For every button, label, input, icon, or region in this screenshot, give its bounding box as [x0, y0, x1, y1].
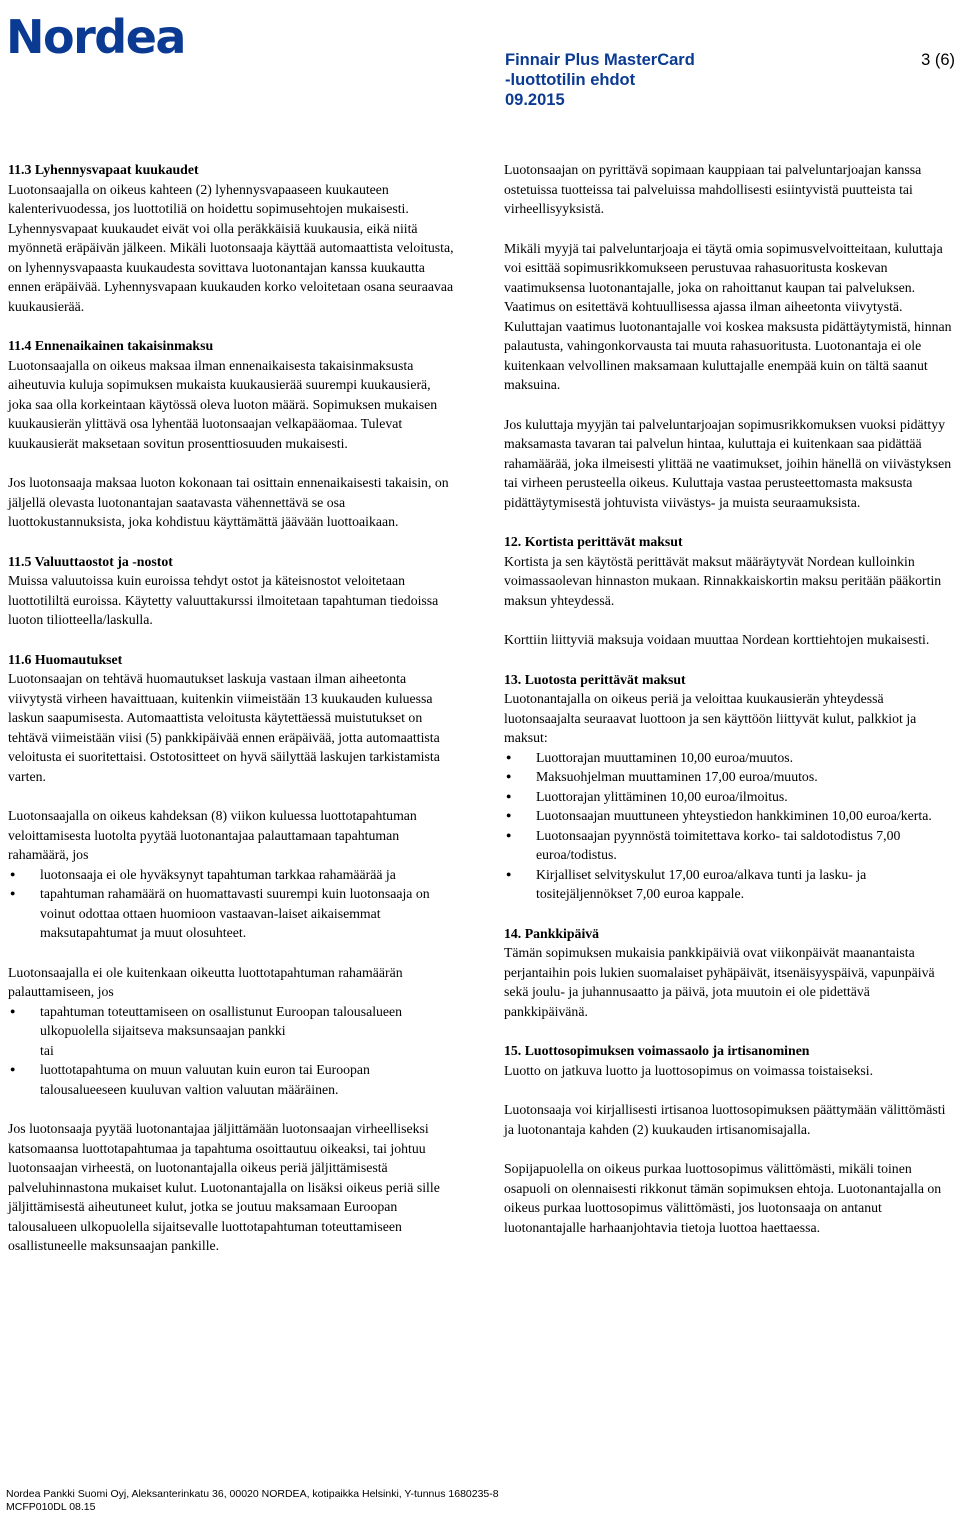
list-item: ● tapahtuman toteuttamiseen on osallistunut Euroopan talousalueen ulkopuolella sijaitseva maksunsaajan pankki — [8, 1002, 456, 1041]
paragraph: Luotonsaajalla ei ole kuitenkaan oikeutta luottotapahtuman rahamäärän palauttamiseen, jos — [8, 964, 403, 999]
footer-address: Nordea Pankki Suomi Oyj, Aleksanterinkatu 36, 00020 NORDEA, kotipaikka Helsinki, Y-tunnus 1680235-8 — [6, 1488, 499, 1500]
list-item: ● Luottorajan muuttaminen 10,00 euroa/muutos. — [504, 748, 954, 768]
paragraph: Luotonantajalla on oikeus periä ja veloittaa kuukausierän yhteydessä luotonsaajalta seuraavat luottoon ja sen käyttöön liittyvät kulut, palkkiot ja maksut: — [504, 691, 917, 745]
list-item: ● Luotonsaajan pyynnöstä toimitettava korko- tai saldotodistus 7,00 euroa/todistus. — [504, 826, 954, 865]
section-12 — [504, 532, 954, 650]
paragraph: Jos luotonsaaja maksaa luoton kokonaan tai osittain ennenaikaisesti takaisin, on jäljellä olevasta luotonantajan saatavasta vähennettävä se osa luottokustannuksista, joka kohdistuu käyttämättä jäävään luottoaikaan. — [8, 475, 449, 529]
section-heading: 11.3 Lyhennysvapaat kuukaudet — [8, 162, 199, 177]
paragraph: Luotonsaaja voi kirjallisesti irtisanoa luottosopimuksen päättymään välittömästi ja luotonantaja kahden (2) kuukauden irtisanomisajalla. — [504, 1102, 946, 1137]
paragraph: Jos luotonsaaja pyytää luotonantajaa jäljittämään luotonsaajan virheelliseksi katsomaansa luottotapahtumaa ja tapahtuma osoittautuu oikeaksi, tai johtuu luotonsaajan virheestä, on luotonantajalla oikeus periä jäljittämisestä palveluhinnastona mukaiset kulut. Luotonantajalla on lisäksi oikeus periä sille jäljittämisestä aiheutuneet kulut, jotka se joutuu maksamaan Euroopan talousalueen ulkopuolella sijaitsevalle luottotapahtuman toteuttamiseen osallistuneelle maksunsaajan pankille. — [8, 1121, 440, 1253]
document-subtitle: -luottotilin ehdot — [505, 71, 636, 89]
paragraph: Mikäli myyjä tai palveluntarjoaja ei täytä omia sopimusvelvoitteitaan, kuluttaja voi esittää sopimusrikkomukseen perustuvaa rahasuoritusta koskevan vaatimuksensa luotonantajalle, joka on rahoittanut kaupan tai palveluksen. Vaatimus on esitettävä kohtuullisessa ajassa ilman aiheetonta viivytystä. Kuluttajan vaatimus luotonantajalle voi koskea maksusta pidättäytymistä, hinnan palautusta, vahingonkorvausta tai muuta rahasuoritusta. Luotonantaja ei ole kuitenkaan velvollinen maksamaan kuluttajalle enempää kuin on tältä saanut maksuina. — [504, 240, 952, 392]
section-15 — [504, 1041, 954, 1237]
section-heading: 12. Kortista perittävät maksut — [504, 534, 683, 549]
paragraph: Luotonsaajalla on oikeus maksaa ilman ennenaikaisesta takaisinmaksusta aiheutuvia kuluja sopimuksen mukaista kuukausierää suurempi kuukausierä, joka saa olla korkeintaan käytössä oleva luoton määrä. Sopimuksen mukaisen kuukausierän ylittävä osa lyhentää luotonsaajan velkapääomaa. Tulevat kuukausierät maksetaan sovitun prosenttiosuuden mukaisesti. — [8, 357, 438, 451]
section-14 — [504, 924, 954, 1022]
list-item-connector — [8, 1041, 456, 1061]
paragraph: Jos kuluttaja myyjän tai palveluntarjoajan sopimusrikkomuksen vuoksi pidättyy maksamasta tavaran tai palvelun hintaa, kuluttaja ei kuitenkaan saa pidättää rahamäärää, joka ilmeisesti ylittää ne vaatimukset, joihin hänellä on viivästyksen tai virheen perusteella oikeus. Kuluttaja vastaa perusteettomasta maksusta pidättäytymisestä johtuvista viivästys- ja muista seuraamuksista. — [504, 416, 952, 510]
list-item: ● luottotapahtuma on muun valuutan kuin euron tai Euroopan talousalueeseen kuuluvan valtion valuutan määräinen. — [8, 1060, 456, 1099]
section-11-3 — [8, 160, 456, 316]
paragraph: Luotonsaajan on tehtävä huomautukset laskuja vastaan ilman aiheetonta viivytystä virheen havaittuaan, kuitenkin viimeistään 13 kuukauden kuluessa laskun saapumisesta. Automaattista veloitusta käytettäessä muistutukset on tehtävä viimeistään viisi (5) pankkipäivää ennen eräpäivää, jotta automaattista veloitusta ei suoritettaisi. Ostotositteet on hyvä säilyttää laskujen tarkistamista varten. — [8, 671, 440, 784]
logo-text: Nordea — [6, 10, 185, 64]
paragraph: Sopijapuolella on oikeus purkaa luottosopimus välittömästi, mikäli toinen osapuoli on olennaisesti rikkonut tämän sopimuksen ehtoja. Luotonantajalla on oikeus purkaa luottosopimus välittömästi, jos luotonsaaja on antanut luotonantajalle harhaanjohtavia tietoja luottoa haettaessa. — [504, 1161, 942, 1235]
document-header — [505, 50, 955, 110]
paragraph: Muissa valuutoissa kuin euroissa tehdyt ostot ja käteisnostot veloitetaan luottotililtä euroissa. Käytetty valuuttakurssi ilmoitetaan tapahtuman tiedoissa luoton tiliotteella/laskulla. — [8, 573, 439, 627]
list-item: ● luotonsaaja ei ole hyväksynyt tapahtuman tarkkaa rahamäärää ja — [8, 865, 456, 885]
section-heading: 11.4 Ennenaikainen takaisinmaksu — [8, 338, 214, 353]
paragraph: Luotonsaajalla on oikeus kahteen (2) lyhennysvapaaseen kuukauteen kalenterivuodessa, jos luottotiliä on hoidettu sopimusehtojen mukaisesti. Lyhennysvapaat kuukaudet eivät voi olla peräkkäisiä kuukausia, eikä niitä myönnetä eräpäivän jälkeen. Mikäli luotonsaaja käyttää automaattista veloitusta, on lyhennysvapaasta kuukaudesta sovittava luotonantajan kanssa kuukautta ennen eräpäivää. Lyhennysvapaan kuukauden korko veloitetaan osana seuraavaa kuukausierää. — [8, 181, 454, 314]
list-item: ● Luotonsaajan muuttuneen yhteystiedon hankkiminen 10,00 euroa/kerta. — [504, 806, 954, 826]
list-item: ● Maksuohjelman muuttaminen 17,00 euroa/muutos. — [504, 767, 954, 787]
left-column — [8, 160, 456, 1256]
paragraph: Tämän sopimuksen mukaisia pankkipäiviä ovat viikonpäivät maanantaista perjantaihin pois lukien suomalaiset pyhäpäivät, itsenäisyyspäivä, vapunpäivä sekä joulu- ja juhannusaatto ja päivä, jota muutoin ei ole pidettävä pankkipäivänä. — [504, 945, 935, 1019]
list-item: ● Luottorajan ylittäminen 10,00 euroa/ilmoitus. — [504, 787, 954, 807]
paragraph: Kortista ja sen käytöstä perittävät maksut määräytyvät Nordean kulloinkin voimassaolevan hinnaston mukaan. Rinnakkaiskortin maksu peritään pääkortin maksun yhteydessä. — [504, 553, 942, 608]
section-heading: 13. Luotosta perittävät maksut — [504, 671, 686, 687]
paragraph: Luotonsaajalla on oikeus kahdeksan (8) viikon kuluessa luottotapahtuman veloittamisesta luotolta pyytää luotonantajaa palauttamaan tapahtuman rahamäärä, jos — [8, 808, 417, 862]
footer-code: MCFP010DL 08.15 — [6, 1501, 96, 1513]
paragraph: Korttiin liittyviä maksuja voidaan muuttaa Nordean korttiehtojen mukaisesti. — [504, 632, 930, 647]
document-date: 09.2015 — [505, 91, 565, 109]
connector-text: tai — [40, 1042, 54, 1058]
document-title: Finnair Plus MasterCard — [505, 51, 695, 69]
section-13 — [504, 670, 954, 904]
section-11-5 — [8, 552, 456, 630]
list-item: ● Kirjalliset selvityskulut 17,00 euroa/alkava tunti ja lasku- ja tositejäljennökset 7,00 euroa kappale. — [504, 865, 954, 904]
section-11-6 — [8, 650, 456, 1256]
nordea-logo — [6, 10, 185, 64]
right-column — [504, 160, 954, 1257]
bullet-list — [8, 865, 456, 943]
bullet-list — [8, 1002, 456, 1100]
section-heading: 11.6 Huomautukset — [8, 651, 123, 667]
section-heading: 15. Luottosopimuksen voimassaolo ja irtisanominen — [504, 1043, 810, 1058]
document-footer — [6, 1488, 499, 1514]
page-number: 3 (6) — [921, 51, 955, 69]
section-11-4 — [8, 336, 456, 532]
list-item: ● tapahtuman rahamäärä on huomattavasti suurempi kuin luotonsaaja on voinut odottaa ottaen huomioon vastaavan-laiset aikaisemmat maksutapahtumat ja muut olosuhteet. — [8, 884, 456, 943]
bullet-list — [504, 748, 954, 904]
paragraph: Luotonsaajan on pyrittävä sopimaan kauppiaan tai palveluntarjoajan kanssa ostetuissa tuotteissa tai palveluissa mahdollisesti esiintyvistä puutteista tai virheellisyyksistä. — [504, 162, 922, 216]
paragraph: Luotto on jatkuva luotto ja luottosopimus on voimassa toistaiseksi. — [504, 1062, 874, 1078]
section-heading: 11.5 Valuuttaostot ja -nostot — [8, 553, 173, 569]
section-heading: 14. Pankkipäivä — [504, 925, 600, 941]
